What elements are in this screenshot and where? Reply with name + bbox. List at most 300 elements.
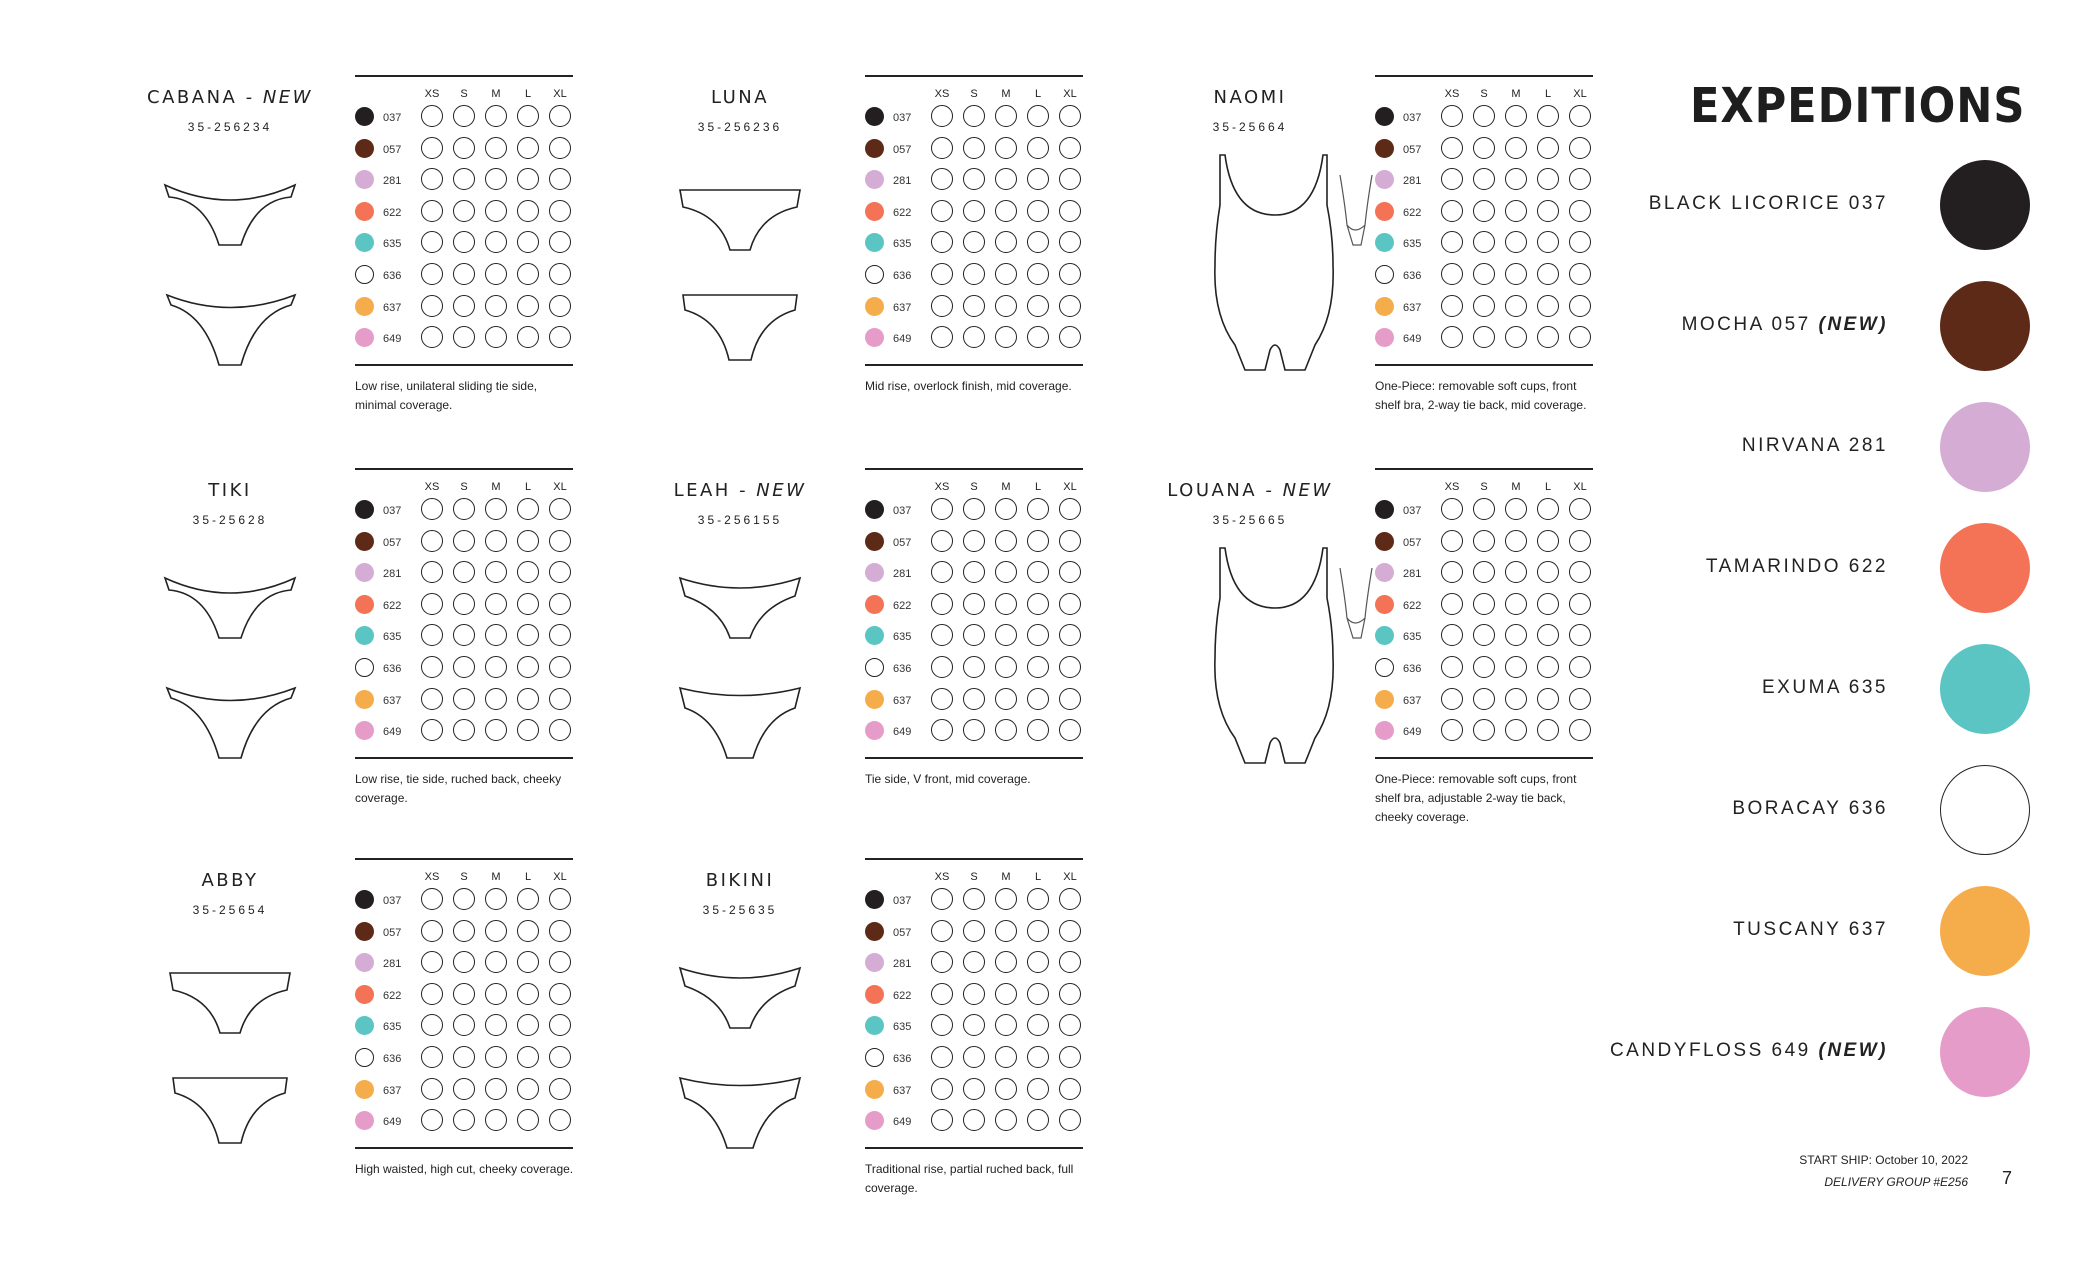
size-checkbox-xs[interactable] [931,1046,953,1068]
size-checkbox-xs[interactable] [421,1014,443,1036]
size-checkbox-xl[interactable] [1059,105,1081,127]
size-checkbox-s[interactable] [963,200,985,222]
size-checkbox-s[interactable] [963,983,985,1005]
size-checkbox-m[interactable] [1505,498,1527,520]
size-checkbox-s[interactable] [963,1014,985,1036]
size-checkbox-s[interactable] [453,168,475,190]
size-checkbox-l[interactable] [517,1046,539,1068]
size-checkbox-m[interactable] [485,295,507,317]
size-checkbox-l[interactable] [517,624,539,646]
size-checkbox-m[interactable] [995,983,1017,1005]
size-checkbox-xs[interactable] [421,263,443,285]
size-checkbox-xs[interactable] [421,688,443,710]
size-checkbox-m[interactable] [1505,530,1527,552]
size-checkbox-m[interactable] [995,326,1017,348]
size-checkbox-xl[interactable] [1059,1078,1081,1100]
size-checkbox-xl[interactable] [549,231,571,253]
size-checkbox-l[interactable] [1537,137,1559,159]
size-checkbox-xl[interactable] [1569,498,1591,520]
size-checkbox-l[interactable] [1537,688,1559,710]
size-checkbox-l[interactable] [1027,1078,1049,1100]
size-checkbox-m[interactable] [485,1078,507,1100]
size-checkbox-xs[interactable] [1441,624,1463,646]
size-checkbox-s[interactable] [1473,688,1495,710]
size-checkbox-m[interactable] [485,530,507,552]
size-checkbox-m[interactable] [995,920,1017,942]
size-checkbox-l[interactable] [517,983,539,1005]
size-checkbox-xs[interactable] [931,656,953,678]
size-checkbox-l[interactable] [517,561,539,583]
size-checkbox-xl[interactable] [1059,688,1081,710]
size-checkbox-s[interactable] [1473,200,1495,222]
size-checkbox-l[interactable] [1537,498,1559,520]
size-checkbox-l[interactable] [1027,1046,1049,1068]
size-checkbox-m[interactable] [485,561,507,583]
size-checkbox-l[interactable] [1027,326,1049,348]
size-checkbox-s[interactable] [453,200,475,222]
size-checkbox-s[interactable] [963,624,985,646]
size-checkbox-s[interactable] [963,719,985,741]
size-checkbox-m[interactable] [995,295,1017,317]
size-checkbox-s[interactable] [963,1078,985,1100]
size-checkbox-xl[interactable] [1059,231,1081,253]
size-checkbox-l[interactable] [1027,263,1049,285]
size-checkbox-xl[interactable] [549,1078,571,1100]
size-checkbox-s[interactable] [963,920,985,942]
size-checkbox-xl[interactable] [549,688,571,710]
size-checkbox-m[interactable] [1505,200,1527,222]
size-checkbox-xs[interactable] [1441,719,1463,741]
size-checkbox-l[interactable] [517,326,539,348]
size-checkbox-m[interactable] [485,920,507,942]
size-checkbox-m[interactable] [995,951,1017,973]
size-checkbox-l[interactable] [1537,263,1559,285]
size-checkbox-xs[interactable] [421,231,443,253]
size-checkbox-m[interactable] [995,168,1017,190]
size-checkbox-s[interactable] [453,1109,475,1131]
size-checkbox-xl[interactable] [549,1109,571,1131]
size-checkbox-xs[interactable] [421,295,443,317]
size-checkbox-m[interactable] [1505,326,1527,348]
size-checkbox-xs[interactable] [931,200,953,222]
size-checkbox-xl[interactable] [1059,920,1081,942]
size-checkbox-s[interactable] [453,951,475,973]
size-checkbox-xl[interactable] [549,656,571,678]
size-checkbox-xl[interactable] [549,983,571,1005]
size-checkbox-xl[interactable] [549,1014,571,1036]
size-checkbox-l[interactable] [1027,920,1049,942]
size-checkbox-xl[interactable] [1059,200,1081,222]
size-checkbox-m[interactable] [995,200,1017,222]
size-checkbox-xs[interactable] [421,200,443,222]
size-checkbox-xl[interactable] [549,561,571,583]
size-checkbox-s[interactable] [453,498,475,520]
size-checkbox-l[interactable] [1537,168,1559,190]
size-checkbox-s[interactable] [1473,561,1495,583]
size-checkbox-l[interactable] [517,530,539,552]
size-checkbox-m[interactable] [485,1014,507,1036]
size-checkbox-m[interactable] [995,593,1017,615]
size-checkbox-s[interactable] [1473,263,1495,285]
size-checkbox-xs[interactable] [1441,498,1463,520]
size-checkbox-m[interactable] [995,888,1017,910]
size-checkbox-m[interactable] [1505,719,1527,741]
size-checkbox-xl[interactable] [1059,593,1081,615]
size-checkbox-l[interactable] [1027,888,1049,910]
size-checkbox-xl[interactable] [1059,263,1081,285]
size-checkbox-m[interactable] [1505,263,1527,285]
size-checkbox-s[interactable] [453,1046,475,1068]
size-checkbox-m[interactable] [485,624,507,646]
size-checkbox-m[interactable] [485,983,507,1005]
size-checkbox-m[interactable] [995,624,1017,646]
size-checkbox-s[interactable] [453,137,475,159]
size-checkbox-m[interactable] [485,137,507,159]
size-checkbox-l[interactable] [517,498,539,520]
size-checkbox-m[interactable] [995,1046,1017,1068]
size-checkbox-m[interactable] [995,137,1017,159]
size-checkbox-m[interactable] [995,719,1017,741]
size-checkbox-l[interactable] [517,656,539,678]
size-checkbox-m[interactable] [485,719,507,741]
size-checkbox-s[interactable] [963,498,985,520]
size-checkbox-l[interactable] [1537,231,1559,253]
size-checkbox-s[interactable] [453,263,475,285]
size-checkbox-s[interactable] [963,231,985,253]
size-checkbox-l[interactable] [517,1014,539,1036]
size-checkbox-xl[interactable] [1059,498,1081,520]
size-checkbox-xs[interactable] [931,263,953,285]
size-checkbox-s[interactable] [963,530,985,552]
size-checkbox-xl[interactable] [549,295,571,317]
size-checkbox-l[interactable] [1537,656,1559,678]
size-checkbox-m[interactable] [485,231,507,253]
size-checkbox-l[interactable] [1027,688,1049,710]
size-checkbox-xs[interactable] [421,168,443,190]
size-checkbox-s[interactable] [453,530,475,552]
size-checkbox-l[interactable] [517,105,539,127]
size-checkbox-xs[interactable] [1441,295,1463,317]
size-checkbox-l[interactable] [1537,719,1559,741]
size-checkbox-xs[interactable] [931,561,953,583]
size-checkbox-xs[interactable] [421,1109,443,1131]
size-checkbox-s[interactable] [453,688,475,710]
size-checkbox-l[interactable] [1027,137,1049,159]
size-checkbox-xs[interactable] [1441,200,1463,222]
size-checkbox-l[interactable] [1027,593,1049,615]
size-checkbox-xs[interactable] [931,326,953,348]
size-checkbox-xl[interactable] [549,105,571,127]
size-checkbox-xs[interactable] [931,498,953,520]
size-checkbox-xs[interactable] [421,719,443,741]
size-checkbox-m[interactable] [995,263,1017,285]
size-checkbox-m[interactable] [1505,105,1527,127]
size-checkbox-xl[interactable] [1059,1046,1081,1068]
size-checkbox-xs[interactable] [421,951,443,973]
size-checkbox-xl[interactable] [1059,624,1081,646]
size-checkbox-s[interactable] [453,983,475,1005]
size-checkbox-xl[interactable] [549,593,571,615]
size-checkbox-s[interactable] [453,888,475,910]
size-checkbox-s[interactable] [963,326,985,348]
size-checkbox-m[interactable] [1505,168,1527,190]
size-checkbox-xs[interactable] [931,137,953,159]
size-checkbox-s[interactable] [453,561,475,583]
size-checkbox-l[interactable] [1537,561,1559,583]
size-checkbox-xs[interactable] [1441,326,1463,348]
size-checkbox-xs[interactable] [421,983,443,1005]
size-checkbox-xl[interactable] [549,1046,571,1068]
size-checkbox-m[interactable] [485,326,507,348]
size-checkbox-m[interactable] [995,688,1017,710]
size-checkbox-m[interactable] [1505,656,1527,678]
size-checkbox-s[interactable] [453,624,475,646]
size-checkbox-xs[interactable] [931,1014,953,1036]
size-checkbox-xs[interactable] [421,624,443,646]
size-checkbox-xl[interactable] [549,624,571,646]
size-checkbox-m[interactable] [995,1078,1017,1100]
size-checkbox-l[interactable] [1027,200,1049,222]
size-checkbox-l[interactable] [1027,168,1049,190]
size-checkbox-l[interactable] [517,688,539,710]
size-checkbox-l[interactable] [1027,1109,1049,1131]
size-checkbox-xs[interactable] [1441,530,1463,552]
size-checkbox-xs[interactable] [931,719,953,741]
size-checkbox-m[interactable] [485,168,507,190]
size-checkbox-xl[interactable] [1059,168,1081,190]
size-checkbox-m[interactable] [995,656,1017,678]
size-checkbox-xl[interactable] [549,530,571,552]
size-checkbox-xl[interactable] [549,326,571,348]
size-checkbox-m[interactable] [995,1109,1017,1131]
size-checkbox-l[interactable] [517,593,539,615]
size-checkbox-l[interactable] [517,168,539,190]
size-checkbox-xl[interactable] [1059,530,1081,552]
size-checkbox-l[interactable] [1537,105,1559,127]
size-checkbox-xs[interactable] [421,326,443,348]
size-checkbox-l[interactable] [1027,561,1049,583]
size-checkbox-xs[interactable] [931,920,953,942]
size-checkbox-xs[interactable] [1441,593,1463,615]
size-checkbox-m[interactable] [485,105,507,127]
size-checkbox-xs[interactable] [1441,688,1463,710]
size-checkbox-s[interactable] [453,1014,475,1036]
size-checkbox-xs[interactable] [421,105,443,127]
size-checkbox-xl[interactable] [1569,105,1591,127]
size-checkbox-xl[interactable] [549,888,571,910]
size-checkbox-m[interactable] [1505,137,1527,159]
size-checkbox-m[interactable] [485,498,507,520]
size-checkbox-l[interactable] [1027,295,1049,317]
size-checkbox-m[interactable] [485,888,507,910]
size-checkbox-s[interactable] [453,656,475,678]
size-checkbox-xs[interactable] [421,1046,443,1068]
size-checkbox-s[interactable] [1473,295,1495,317]
size-checkbox-xl[interactable] [549,719,571,741]
size-checkbox-s[interactable] [1473,137,1495,159]
size-checkbox-s[interactable] [1473,530,1495,552]
size-checkbox-xs[interactable] [931,1078,953,1100]
size-checkbox-s[interactable] [1473,105,1495,127]
size-checkbox-xs[interactable] [931,688,953,710]
size-checkbox-xs[interactable] [931,1109,953,1131]
size-checkbox-m[interactable] [485,263,507,285]
size-checkbox-m[interactable] [485,1109,507,1131]
size-checkbox-l[interactable] [517,951,539,973]
size-checkbox-xs[interactable] [421,1078,443,1100]
size-checkbox-m[interactable] [995,1014,1017,1036]
size-checkbox-s[interactable] [1473,498,1495,520]
size-checkbox-m[interactable] [485,951,507,973]
size-checkbox-s[interactable] [1473,326,1495,348]
size-checkbox-l[interactable] [517,263,539,285]
size-checkbox-l[interactable] [1027,498,1049,520]
size-checkbox-s[interactable] [453,593,475,615]
size-checkbox-s[interactable] [963,888,985,910]
size-checkbox-l[interactable] [1537,624,1559,646]
size-checkbox-s[interactable] [963,263,985,285]
size-checkbox-s[interactable] [963,168,985,190]
size-checkbox-l[interactable] [517,231,539,253]
size-checkbox-m[interactable] [1505,624,1527,646]
size-checkbox-xs[interactable] [1441,231,1463,253]
size-checkbox-xs[interactable] [1441,168,1463,190]
size-checkbox-xl[interactable] [549,920,571,942]
size-checkbox-m[interactable] [485,688,507,710]
size-checkbox-xl[interactable] [1059,1109,1081,1131]
size-checkbox-xs[interactable] [421,561,443,583]
size-checkbox-l[interactable] [517,295,539,317]
size-checkbox-l[interactable] [517,719,539,741]
size-checkbox-l[interactable] [1027,656,1049,678]
size-checkbox-xl[interactable] [1059,561,1081,583]
size-checkbox-s[interactable] [453,295,475,317]
size-checkbox-s[interactable] [963,593,985,615]
size-checkbox-xs[interactable] [931,624,953,646]
size-checkbox-xs[interactable] [931,983,953,1005]
size-checkbox-m[interactable] [995,498,1017,520]
size-checkbox-m[interactable] [1505,688,1527,710]
size-checkbox-l[interactable] [517,888,539,910]
size-checkbox-s[interactable] [963,561,985,583]
size-checkbox-xs[interactable] [421,530,443,552]
size-checkbox-xs[interactable] [421,920,443,942]
size-checkbox-l[interactable] [1027,719,1049,741]
size-checkbox-s[interactable] [963,656,985,678]
size-checkbox-s[interactable] [963,137,985,159]
size-checkbox-s[interactable] [453,719,475,741]
size-checkbox-xl[interactable] [549,951,571,973]
size-checkbox-xl[interactable] [1059,951,1081,973]
size-checkbox-xl[interactable] [549,498,571,520]
size-checkbox-xs[interactable] [931,951,953,973]
size-checkbox-m[interactable] [995,231,1017,253]
size-checkbox-xs[interactable] [931,295,953,317]
size-checkbox-s[interactable] [963,1046,985,1068]
size-checkbox-l[interactable] [517,137,539,159]
size-checkbox-s[interactable] [1473,168,1495,190]
size-checkbox-l[interactable] [1537,593,1559,615]
size-checkbox-s[interactable] [453,326,475,348]
size-checkbox-xs[interactable] [1441,263,1463,285]
size-checkbox-m[interactable] [485,656,507,678]
size-checkbox-s[interactable] [1473,719,1495,741]
size-checkbox-l[interactable] [1027,624,1049,646]
size-checkbox-xs[interactable] [931,231,953,253]
size-checkbox-xs[interactable] [1441,561,1463,583]
size-checkbox-m[interactable] [485,593,507,615]
size-checkbox-l[interactable] [1027,983,1049,1005]
size-checkbox-xl[interactable] [549,263,571,285]
size-checkbox-m[interactable] [485,200,507,222]
size-checkbox-l[interactable] [517,1109,539,1131]
size-checkbox-s[interactable] [453,105,475,127]
size-checkbox-xs[interactable] [931,888,953,910]
size-checkbox-m[interactable] [1505,231,1527,253]
size-checkbox-m[interactable] [1505,561,1527,583]
size-checkbox-s[interactable] [453,231,475,253]
size-checkbox-l[interactable] [1027,530,1049,552]
size-checkbox-m[interactable] [995,530,1017,552]
size-checkbox-xs[interactable] [421,656,443,678]
size-checkbox-xs[interactable] [931,168,953,190]
size-checkbox-xl[interactable] [549,168,571,190]
size-checkbox-xs[interactable] [1441,137,1463,159]
size-checkbox-s[interactable] [963,951,985,973]
size-checkbox-xs[interactable] [931,593,953,615]
size-checkbox-l[interactable] [1537,200,1559,222]
size-checkbox-s[interactable] [453,1078,475,1100]
size-checkbox-l[interactable] [1537,530,1559,552]
size-checkbox-xl[interactable] [1059,983,1081,1005]
size-checkbox-l[interactable] [517,200,539,222]
size-checkbox-xs[interactable] [421,593,443,615]
size-checkbox-xs[interactable] [421,137,443,159]
size-checkbox-m[interactable] [995,105,1017,127]
size-checkbox-xl[interactable] [1059,888,1081,910]
size-checkbox-xl[interactable] [1059,656,1081,678]
size-checkbox-s[interactable] [453,920,475,942]
size-checkbox-xl[interactable] [1059,719,1081,741]
size-checkbox-l[interactable] [1027,105,1049,127]
size-checkbox-xl[interactable] [1059,326,1081,348]
size-checkbox-xs[interactable] [931,530,953,552]
size-checkbox-s[interactable] [963,105,985,127]
size-checkbox-m[interactable] [485,1046,507,1068]
size-checkbox-xs[interactable] [421,888,443,910]
size-checkbox-s[interactable] [963,1109,985,1131]
size-checkbox-l[interactable] [1537,326,1559,348]
size-checkbox-xl[interactable] [1059,1014,1081,1036]
size-checkbox-s[interactable] [963,688,985,710]
size-checkbox-l[interactable] [1537,295,1559,317]
size-checkbox-xl[interactable] [1569,137,1591,159]
size-checkbox-xs[interactable] [1441,656,1463,678]
size-checkbox-xl[interactable] [549,137,571,159]
size-checkbox-l[interactable] [1027,231,1049,253]
size-checkbox-s[interactable] [1473,231,1495,253]
size-checkbox-m[interactable] [995,561,1017,583]
size-checkbox-m[interactable] [1505,295,1527,317]
size-checkbox-l[interactable] [517,1078,539,1100]
size-checkbox-l[interactable] [517,920,539,942]
size-checkbox-l[interactable] [1027,1014,1049,1036]
size-checkbox-xl[interactable] [549,200,571,222]
size-checkbox-s[interactable] [1473,624,1495,646]
size-checkbox-l[interactable] [1027,951,1049,973]
size-checkbox-m[interactable] [1505,593,1527,615]
size-checkbox-s[interactable] [963,295,985,317]
